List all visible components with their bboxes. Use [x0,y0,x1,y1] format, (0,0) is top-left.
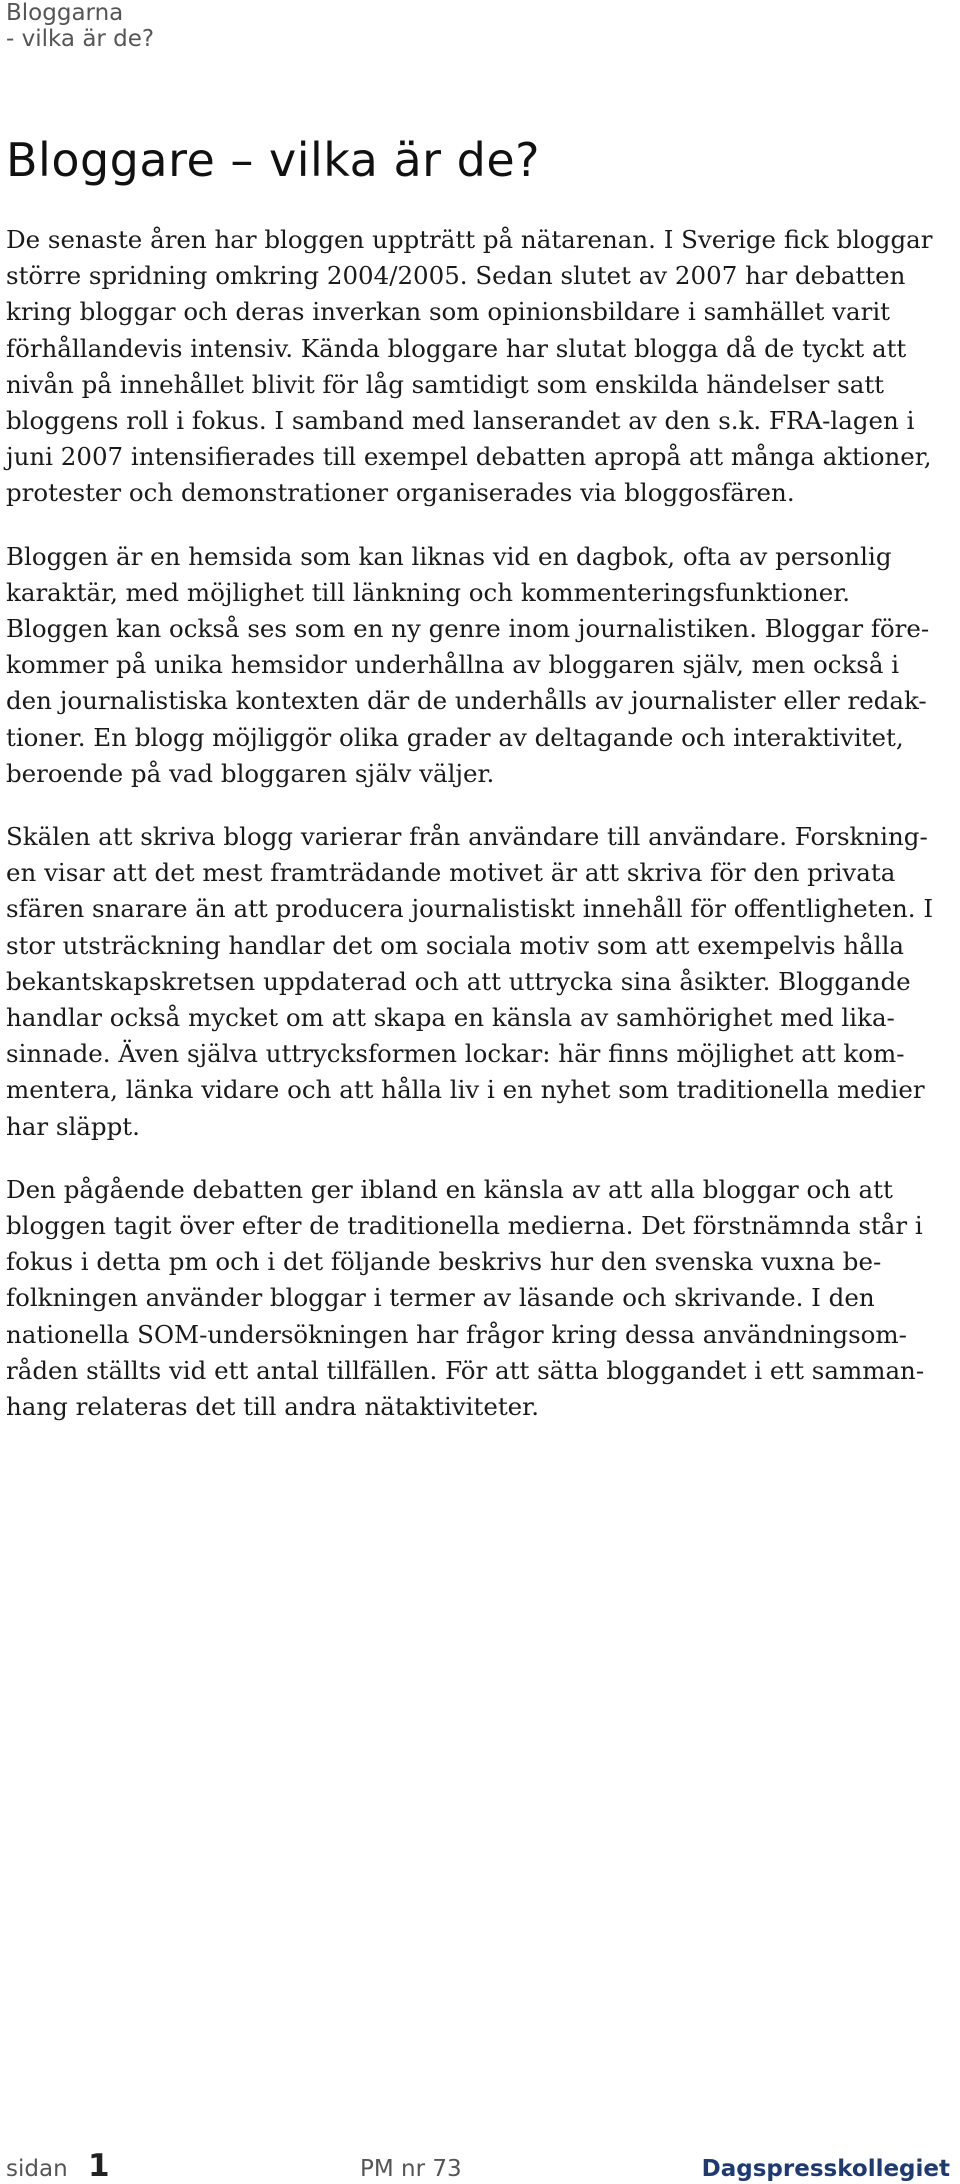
text-line: juni 2007 intensifierades till exempel debatten apropå att många aktioner, [6,442,932,472]
text-line: Bloggen är en hemsida som kan liknas vid en dagbok, ofta av personlig [6,541,892,571]
text-line: har släppt. [6,1111,140,1141]
text-line: De senaste åren har bloggen uppträtt på nätarenan. I Sverige fick bloggar [6,225,933,254]
paragraph [6,539,942,792]
text-line: folkningen använder bloggar i termer av läsande och skrivande. I den [6,1283,875,1313]
text-line: sfären snarare än att producera journalistiskt innehåll för offentligheten. I [6,894,934,924]
text-line: fokus i detta pm och i det följande beskrivs hur den svenska vuxna be- [6,1247,882,1277]
paragraph [6,222,942,512]
text-line: bloggens roll i fokus. I samband med lanserandet av den s.k. FRA-lagen i [6,406,915,436]
text-line: handlar också mycket om att skapa en känsla av samhörighet med lika- [6,1003,895,1033]
text-line: större spridning omkring 2004/2005. Sedan slutet av 2007 har debatten [6,261,906,291]
text-line: råden ställts vid ett antal tillfällen. För att sätta bloggandet i ett samman- [6,1355,925,1385]
page-title: Bloggare – vilka är de? [6,133,541,187]
text-line: Den pågående debatten ger ibland en känsla av att alla bloggar och att [6,1174,893,1204]
text-line: hang relateras det till andra nätaktiviteter. [6,1392,539,1422]
paragraph [6,819,942,1145]
pm-number: PM nr 73 [360,2156,462,2182]
page-number: 1 [88,2148,110,2184]
paragraph [6,1172,942,1425]
text-line: Skälen att skriva blogg varierar från användare till användare. Forskning- [6,822,928,852]
text-line: kring bloggar och deras inverkan som opinionsbildare i samhället varit [6,297,891,327]
page-label: sidan [6,2156,68,2182]
running-head-line: - vilka är de? [6,26,155,52]
text-line: en visar att det mest framträdande motivet är att skriva för den privata [6,858,896,888]
page-footer [0,2148,960,2184]
text-line: bloggen tagit över efter de traditionella medierna. Det förstnämnda står i [6,1211,923,1241]
text-line: den journalistiska kontexten där de underhålls av journalister eller redak- [6,686,927,716]
text-line: bekantskapskretsen uppdaterad och att uttrycka sina åsikter. Bloggande [6,966,911,996]
text-line: tioner. En blogg möjliggör olika grader av deltagande och interaktivitet, [6,722,904,752]
text-line: kommer på unika hemsidor underhållna av bloggaren själv, men också i [6,650,900,680]
text-line: förhållandevis intensiv. Kända bloggare har slutat blogga då de tyckt att [6,333,907,363]
text-line: beroende på vad bloggaren själv väljer. [6,758,495,788]
publisher-brand: Dagspresskollegiet [701,2156,950,2182]
text-line: stor utsträckning handlar det om sociala motiv som att exempelvis hålla [6,930,905,960]
text-line: sinnade. Även själva uttrycksformen lockar: här finns möjlighet att kom- [6,1039,905,1069]
text-line: karaktär, med möjlighet till länkning och kommenteringsfunktioner. [6,577,851,607]
text-line: mentera, länka vidare och att hålla liv i en nyhet som traditionella medier [6,1075,925,1105]
text-line: Bloggen kan också ses som en ny genre inom journalistiken. Bloggar före- [6,614,930,644]
text-line: nivån på innehållet blivit för låg samtidigt som enskilda händelser satt [6,369,885,399]
text-line: protester och demonstrationer organiserades via bloggosfären. [6,478,795,508]
running-head [6,0,154,52]
running-head-line: Bloggarna [6,0,124,26]
body-text [6,222,942,1452]
text-line: nationella SOM-undersökningen har frågor kring dessa användningsom- [6,1319,907,1349]
